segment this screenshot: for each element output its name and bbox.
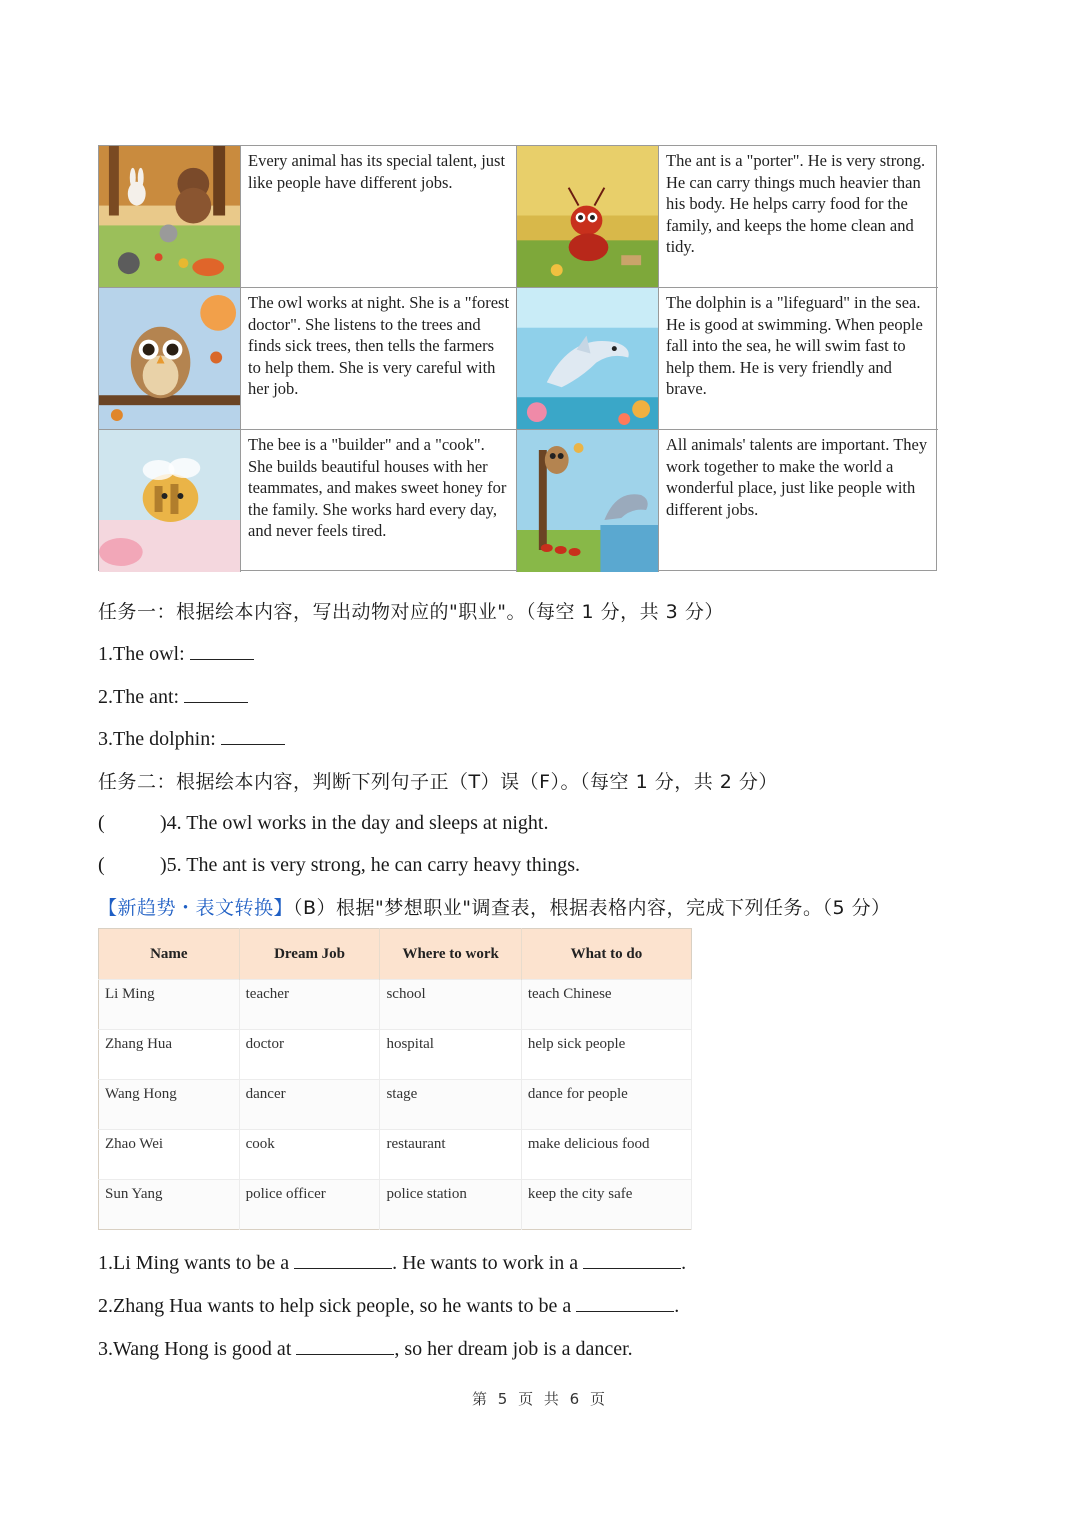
question-text: 3.Wang Hong is good at <box>98 1338 292 1360</box>
table-row <box>99 1180 692 1230</box>
table-cell: Sun Yang <box>99 1180 240 1230</box>
task2-question-5 <box>98 854 580 877</box>
table-row <box>99 980 692 1030</box>
story-text-ant: The ant is a "porter". He is very strong. He can carry things much heavier than his body. He helps carry food for the family, and keeps the home clean and tidy. <box>659 146 938 288</box>
table-cell: help sick people <box>521 1030 691 1080</box>
story-text-dolphin: The dolphin is a "lifeguard" in the sea. He is good at swimming. When people fall into the sea, he will swim fast to help them. He is very friendly and brave. <box>659 288 938 430</box>
section-b-title: （B）根据"梦想职业"调查表，根据表格内容，完成下列任务。（5 分） <box>293 897 891 919</box>
answer-paren[interactable]: ( <box>98 854 105 876</box>
owl-illustration <box>99 288 241 430</box>
answer-blank[interactable] <box>190 641 254 660</box>
answer-blank[interactable] <box>184 684 248 703</box>
page-number: 第 5 页 共 6 页 <box>472 1390 608 1408</box>
task1-question-2 <box>98 684 248 709</box>
column-header: What to do <box>521 929 691 980</box>
question-text: . He wants to work in a <box>392 1252 579 1274</box>
table-row <box>99 1030 692 1080</box>
table-cell: dance for people <box>521 1080 691 1130</box>
table-cell: school <box>380 980 521 1030</box>
table-cell: doctor <box>239 1030 380 1080</box>
task1-question-3 <box>98 726 285 751</box>
story-text-bee: The bee is a "builder" and a "cook". She builds beautiful houses with her teammates, and makes sweet honey for the family. She works hard every day, and never feels tired. <box>241 430 517 572</box>
column-header: Dream Job <box>239 929 380 980</box>
table-header-row <box>99 929 692 980</box>
answer-blank[interactable] <box>221 726 285 745</box>
table-row <box>99 1080 692 1130</box>
question-text: 2.The ant: <box>98 686 180 708</box>
task-b-question-2 <box>98 1293 679 1318</box>
ant-illustration <box>517 146 659 288</box>
table-cell: hospital <box>380 1030 521 1080</box>
answer-blank[interactable] <box>576 1293 674 1312</box>
question-text: )5. The ant is very strong, he can carry heavy things. <box>160 854 581 876</box>
dream-job-table <box>98 928 692 1230</box>
table-cell: police officer <box>239 1180 380 1230</box>
task2-question-4 <box>98 812 548 835</box>
question-text: 1.Li Ming wants to be a <box>98 1252 290 1274</box>
question-text: , so her dream job is a dancer. <box>394 1338 633 1360</box>
task1-question-1 <box>98 641 254 666</box>
section-b-heading <box>98 893 891 920</box>
task-b-question-1 <box>98 1250 686 1275</box>
bee-illustration <box>99 430 241 572</box>
table-row <box>99 1130 692 1180</box>
section-b-tag: 【新趋势・表文转换】 <box>98 897 294 919</box>
question-text: 2.Zhang Hua wants to help sick people, so he wants to be a <box>98 1295 572 1317</box>
table-cell: restaurant <box>380 1130 521 1180</box>
table-cell: teach Chinese <box>521 980 691 1030</box>
story-text-conclusion: All animals' talents are important. They work together to make the world a wonderful place, just like people with different jobs. <box>666 435 928 519</box>
question-text: . <box>674 1295 680 1317</box>
table-cell: teacher <box>239 980 380 1030</box>
question-text: . <box>681 1252 687 1274</box>
animals-forest-illustration <box>99 146 241 288</box>
answer-blank[interactable] <box>294 1250 392 1269</box>
task2-title: 任务二：根据绘本内容，判断下列句子正（T）误（F）。（每空 1 分，共 2 分） <box>98 771 778 793</box>
table-cell: dancer <box>239 1080 380 1130</box>
table-cell: stage <box>380 1080 521 1130</box>
table-cell: cook <box>239 1130 380 1180</box>
table-cell: make delicious food <box>521 1130 691 1180</box>
table-cell: police station <box>380 1180 521 1230</box>
question-text: 1.The owl: <box>98 643 185 665</box>
column-header: Where to work <box>380 929 521 980</box>
table-cell: keep the city safe <box>521 1180 691 1230</box>
answer-blank[interactable] <box>583 1250 681 1269</box>
table-cell: Wang Hong <box>99 1080 240 1130</box>
table-cell: Zhang Hua <box>99 1030 240 1080</box>
story-text-intro: Every animal has its special talent, just like people have different jobs. <box>241 146 517 288</box>
answer-blank[interactable] <box>296 1336 394 1355</box>
story-text-owl: The owl works at night. She is a "forest doctor". She listens to the trees and finds sick trees, then tells the farmers to help them. She is very careful with her job. <box>241 288 517 430</box>
task1-title: 任务一：根据绘本内容，写出动物对应的"职业"。（每空 1 分，共 3 分） <box>98 601 724 623</box>
column-header: Name <box>99 929 240 980</box>
picture-story-grid <box>98 145 937 571</box>
question-text: 3.The dolphin: <box>98 728 216 750</box>
task-b-question-3 <box>98 1336 633 1361</box>
dolphin-illustration <box>517 288 659 430</box>
answer-paren[interactable]: ( <box>98 812 105 834</box>
table-cell: Zhao Wei <box>99 1130 240 1180</box>
table-cell: Li Ming <box>99 980 240 1030</box>
animals-together-illustration <box>517 430 659 572</box>
question-text: )4. The owl works in the day and sleeps at night. <box>160 812 549 834</box>
